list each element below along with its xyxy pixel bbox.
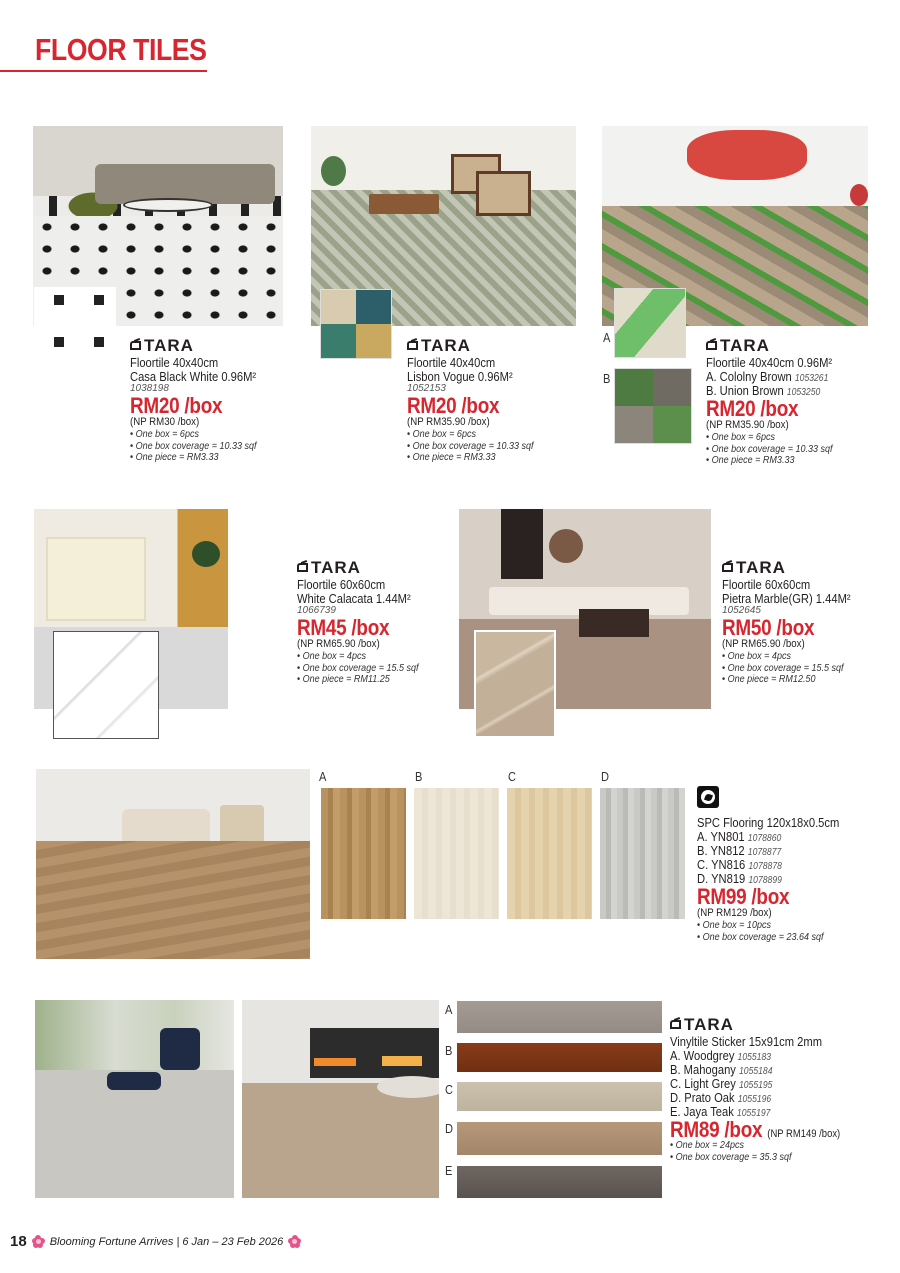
swatch-casa-black-white (34, 287, 116, 357)
variant-b: B. YN812 1078877 (697, 843, 782, 858)
swatch-label-e: E (445, 1163, 453, 1178)
swatch-lisbon-vogue (320, 289, 392, 359)
bullet-box-qty: • One box = 6pcs (706, 433, 838, 445)
bullet-coverage: • One box coverage = 10.33 sqf (130, 442, 262, 454)
normal-price: (NP RM129 /box) (697, 907, 772, 919)
brand-logo-tara: TARA (130, 337, 277, 354)
bullet-box-qty: • One box = 24pcs (670, 1141, 848, 1153)
product-name: White Calacata 1.44M² (297, 591, 411, 606)
title-underline (0, 70, 207, 72)
swatch-label-c: C (445, 1082, 453, 1097)
bullet-coverage: • One box coverage = 15.5 sqf (722, 664, 857, 676)
bullet-coverage: • One box coverage = 35.3 sqf (670, 1153, 848, 1165)
brand-logo-tara: TARA (706, 337, 853, 354)
flower-icon (288, 1235, 301, 1248)
swatch-union-brown (614, 368, 692, 444)
variant-b: B. Mahogany 1055184 (670, 1062, 773, 1077)
product-info-colony-union-brown (706, 337, 853, 468)
bullet-box-qty: • One box = 4pcs (297, 652, 418, 664)
promo-price: RM20 /box (407, 393, 500, 418)
swatch-label-a: A (603, 330, 611, 345)
product-size: Floortile 60x60cm (297, 577, 386, 592)
swatch-yn812 (414, 788, 499, 919)
promo-price: RM99 /box (697, 884, 790, 909)
promo-price: RM45 /box (297, 615, 390, 640)
normal-price: (NP RM30 /box) (130, 416, 200, 428)
page-number: 18 (10, 1233, 27, 1250)
bullet-box-qty: • One box = 4pcs (722, 652, 857, 664)
normal-price: (NP RM35.90 /box) (706, 419, 789, 431)
flower-icon (32, 1235, 45, 1248)
product-name: Casa Black White 0.96M² (130, 369, 257, 384)
bullet-coverage: • One box coverage = 23.64 sqf (697, 933, 846, 945)
promo-price: RM20 /box (706, 396, 799, 421)
page-title: FLOOR TILES (35, 32, 207, 67)
product-name: Lisbon Vogue 0.96M² (407, 369, 513, 384)
product-name: Pietra Marble(GR) 1.44M² (722, 591, 851, 606)
variant-a: A. Woodgrey 1055183 (670, 1048, 772, 1063)
swatch-label-d: D (601, 769, 609, 784)
product-info-white-calacata (297, 559, 432, 687)
swatch-label-b: B (445, 1043, 453, 1058)
swatch-light-grey (457, 1082, 662, 1111)
swatch-white-calacata (53, 631, 159, 739)
normal-price: (NP RM65.90 /box) (297, 638, 380, 650)
product-info-pietra-marble (722, 559, 872, 687)
bullet-piece-price: • One piece = RM11.25 (297, 675, 418, 687)
product-sku: 1052645 (722, 605, 761, 616)
product-name: SPC Flooring 120x18x0.5cm (697, 815, 840, 830)
tara-logo-icon (130, 341, 141, 350)
swatch-label-b: B (603, 371, 611, 386)
bullet-coverage: • One box coverage = 10.33 sqf (407, 442, 533, 454)
product-size: Floortile 60x60cm (722, 577, 811, 592)
swatch-jaya-teak (457, 1166, 662, 1198)
swatch-label-a: A (319, 769, 327, 784)
product-info-lisbon-vogue (407, 337, 548, 465)
swatch-woodgrey (457, 1001, 662, 1033)
swatch-label-c: C (508, 769, 516, 784)
bullet-piece-price: • One piece = RM12.50 (722, 675, 857, 687)
bullet-piece-price: • One piece = RM3.33 (407, 453, 533, 465)
promo-price: RM20 /box (130, 393, 223, 418)
brand-logo-tara: TARA (670, 1016, 868, 1033)
brand-logo-tara: TARA (722, 559, 872, 576)
bullet-piece-price: • One piece = RM3.33 (130, 453, 262, 465)
swatch-label-b: B (415, 769, 423, 784)
swatch-pietra-marble (474, 630, 556, 738)
brand-logo-tara: TARA (407, 337, 548, 354)
product-sku: 1038198 (130, 383, 169, 394)
product-sku: 1066739 (297, 605, 336, 616)
swatch-yn819 (600, 788, 685, 919)
product-sku: 1052153 (407, 383, 446, 394)
bullet-piece-price: • One piece = RM3.33 (706, 456, 838, 468)
variant-b: B. Union Brown 1053250 (706, 383, 821, 398)
normal-price: (NP RM35.90 /box) (407, 416, 490, 428)
product-name: Vinyltile Sticker 15x91cm 2mm (670, 1034, 823, 1049)
product-size: Floortile 40x40cm 0.96M² (706, 355, 833, 370)
swatch-colony-brown (614, 288, 686, 358)
tara-logo-icon (722, 563, 733, 572)
spc-brand-logo-icon (697, 786, 719, 808)
variant-a: A. Cololny Brown 1053261 (706, 369, 829, 384)
swatch-label-d: D (445, 1121, 453, 1136)
product-photo-spc-flooring (36, 769, 310, 959)
variant-c: C. Light Grey 1055195 (670, 1076, 773, 1091)
product-size: Floortile 40x40cm (130, 355, 219, 370)
promo-price: RM89 /box (NP RM149 /box) (670, 1117, 841, 1142)
tara-logo-icon (670, 1020, 681, 1029)
normal-price: (NP RM149 /box) (767, 1128, 841, 1140)
bullet-box-qty: • One box = 6pcs (407, 430, 533, 442)
tara-logo-icon (297, 563, 308, 572)
variant-c: C. YN816 1078878 (697, 857, 782, 872)
bullet-coverage: • One box coverage = 15.5 sqf (297, 664, 418, 676)
product-info-vinyltile-sticker (670, 1016, 868, 1164)
swatch-prato-oak (457, 1122, 662, 1155)
variant-e: E. Jaya Teak 1055197 (670, 1104, 771, 1119)
product-size: Floortile 40x40cm (407, 355, 496, 370)
swatch-label-a: A (445, 1002, 453, 1017)
promo-price: RM50 /box (722, 615, 815, 640)
product-photo-vinyl-room-1 (35, 1000, 234, 1198)
bullet-coverage: • One box coverage = 10.33 sqf (706, 445, 838, 457)
variant-d: D. Prato Oak 1055196 (670, 1090, 772, 1105)
normal-price: (NP RM65.90 /box) (722, 638, 805, 650)
product-info-spc-flooring (697, 786, 862, 944)
bullet-box-qty: • One box = 6pcs (130, 430, 262, 442)
bullet-box-qty: • One box = 10pcs (697, 921, 846, 933)
product-info-casa-black-white (130, 337, 277, 465)
page-footer (10, 1233, 301, 1250)
swatch-mahogany (457, 1043, 662, 1072)
promo-period-text: Blooming Fortune Arrives | 6 Jan – 23 Feb 2026 (49, 1235, 284, 1248)
variant-a: A. YN801 1078860 (697, 829, 782, 844)
swatch-yn801 (321, 788, 406, 919)
product-photo-vinyl-room-2 (242, 1000, 439, 1198)
tara-logo-icon (706, 341, 717, 350)
swatch-yn816 (507, 788, 592, 919)
tara-logo-icon (407, 341, 418, 350)
brand-logo-tara: TARA (297, 559, 432, 576)
variant-d: D. YN819 1078899 (697, 871, 782, 886)
